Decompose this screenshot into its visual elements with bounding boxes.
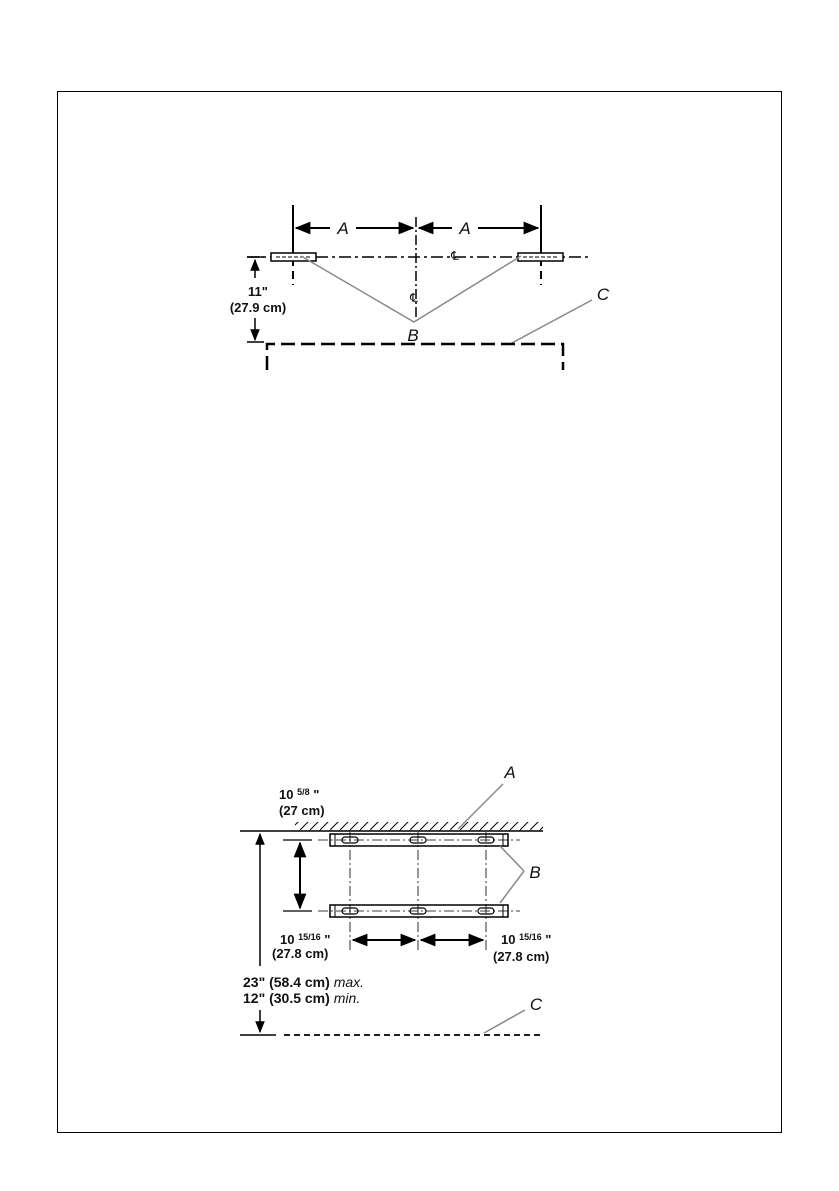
overall-min: 12" (30.5 cm) min. (243, 990, 361, 1006)
height-metric: (27.9 cm) (229, 300, 287, 315)
spacing-left-metric: (27.8 cm) (272, 946, 329, 961)
centerline-symbol-horizontal: ℄ (451, 249, 459, 263)
spacing-right-metric: (27.8 cm) (493, 949, 550, 964)
overall-max: 23" (58.4 cm) max. (243, 974, 365, 990)
gap-metric: (27 cm) (279, 803, 325, 818)
spacing-left-imperial: 10 $^{15/16}$ " (280, 932, 331, 947)
leader-b (301, 256, 521, 322)
spacing-right-imperial: 10 $^{15/16}$ " (501, 932, 552, 947)
leader-c (510, 300, 592, 344)
bottom-diagram (240, 763, 551, 1035)
label-a-right: A (459, 219, 471, 238)
top-diagram (230, 205, 610, 370)
label-b: B (407, 326, 419, 345)
leader-b-upper (500, 846, 524, 871)
label-c: C (596, 285, 610, 304)
vanity-outline (267, 344, 563, 370)
gap-imperial: 10 $^{5/8}$ " (279, 787, 320, 802)
height-imperial: 11" (248, 284, 268, 299)
label-a-left: A (337, 219, 349, 238)
leader-b-lower (500, 871, 524, 903)
wall-hatch (295, 822, 543, 831)
leader-c (484, 1010, 525, 1033)
label-b: B (529, 863, 541, 882)
label-c: C (529, 995, 543, 1014)
label-a: A (504, 763, 516, 782)
centerline-symbol-vertical: ℄ (410, 291, 418, 305)
